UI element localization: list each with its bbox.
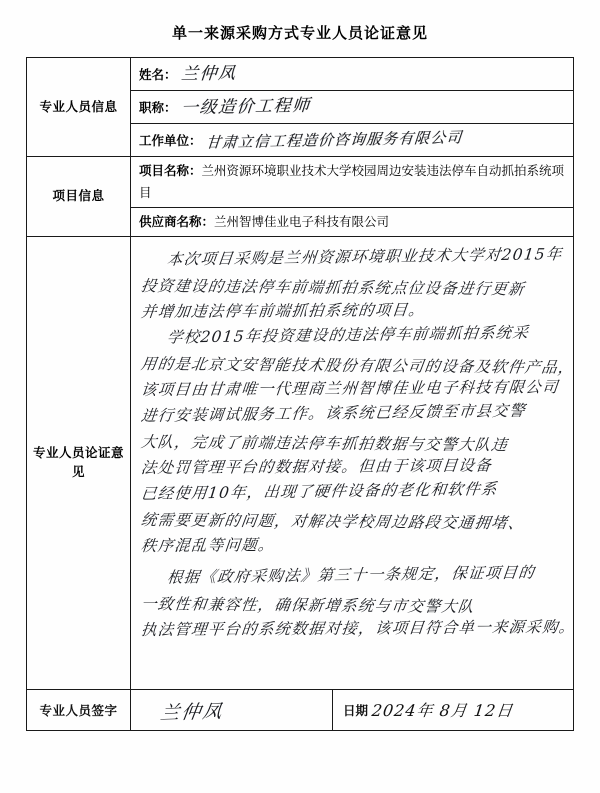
- field-value-name: 兰仲凤: [179, 62, 237, 85]
- opinion-line: 秩序混乱等问题。: [140, 535, 276, 555]
- opinion-line: 用的是北京文安智能技术股份有限公司的设备及软件产品，: [139, 354, 576, 377]
- date-value: 2024年 8月 12日: [370, 701, 515, 721]
- table-row: [27, 236, 574, 689]
- field-label-name: 姓名：: [139, 67, 177, 82]
- opinion-line: 并增加违法停车前端抓拍系统的项目。: [140, 300, 426, 321]
- row-label-project-info: 项目信息: [27, 157, 131, 237]
- field-value-title: 一级造价工程师: [179, 95, 312, 118]
- opinion-line: 已经使用10年，出现了硬件设备的老化和软件系: [140, 479, 499, 503]
- opinion-line: 本次项目采购是兰州资源环境职业技术大学对2015年: [166, 244, 564, 269]
- project-name-label: 项目名称：: [139, 163, 202, 178]
- opinion-line: 法处罚管理平台的数据对接。但由于该项目设备: [140, 456, 493, 477]
- opinion-handwriting: [131, 237, 577, 689]
- table-row: [27, 157, 574, 208]
- project-name-value: 兰州资源环境职业技术大学校园周边安装违法停车自动抓拍系统项目: [139, 163, 565, 200]
- supplier-cell: [131, 207, 574, 236]
- opinion-line: 统需要更新的问题，对解决学校周边路段交通拥堵、: [139, 510, 526, 532]
- row-label-opinion: 专业人员论证意见: [27, 236, 131, 689]
- page-title: 单一来源采购方式专业人员论证意见: [171, 24, 428, 42]
- signature-value: 兰仲凤: [158, 700, 226, 725]
- supplier-label: 供应商名称：: [139, 213, 215, 229]
- project-name-cell: [131, 157, 574, 208]
- opinion-line: 进行安装调试服务工作。该系统已经反馈至市县交警: [140, 401, 527, 425]
- field-name-cell: [131, 58, 574, 91]
- opinion-line: 投资建设的违法停车前端抓拍系统点位设备进行更新: [139, 276, 526, 298]
- opinion-line: 执法管理平台的系统数据对接，该项目符合单一来源采购。: [140, 617, 577, 639]
- field-value-employer: 甘肃立信工程造价咨询服务有限公司: [204, 127, 463, 152]
- row-label-signature: 专业人员签字: [27, 689, 131, 730]
- field-title-cell: [131, 91, 574, 124]
- table-row: [27, 689, 574, 730]
- row-label-person-info: 专业人员信息: [27, 58, 131, 157]
- opinion-line: 大队，完成了前端违法停车抓拍数据与交警大队违: [139, 432, 510, 454]
- field-label-title: 职称：: [139, 100, 177, 115]
- field-employer-cell: [131, 124, 574, 157]
- opinion-line: 学校2015年投资建设的违法停车前端抓拍系统采: [166, 323, 531, 347]
- signature-cell: [131, 689, 574, 730]
- date-label: 日期: [343, 702, 369, 718]
- opinion-line: 一致性和兼容性，确保新增系统与市交警大队: [139, 594, 476, 616]
- opinion-body-cell: [131, 236, 577, 689]
- opinion-line: 根据《政府采购法》第三十一条规定，保证项目的: [166, 563, 537, 587]
- table-row: [27, 58, 574, 91]
- supplier-value: 兰州智博佳业电子科技有限公司: [214, 213, 390, 229]
- opinion-line: 该项目由甘肃唯一代理商兰州智博佳业电子科技有限公司: [140, 377, 560, 399]
- field-label-employer: 工作单位：: [139, 133, 202, 148]
- opinion-form-table: [26, 57, 577, 731]
- date-group: [333, 698, 573, 721]
